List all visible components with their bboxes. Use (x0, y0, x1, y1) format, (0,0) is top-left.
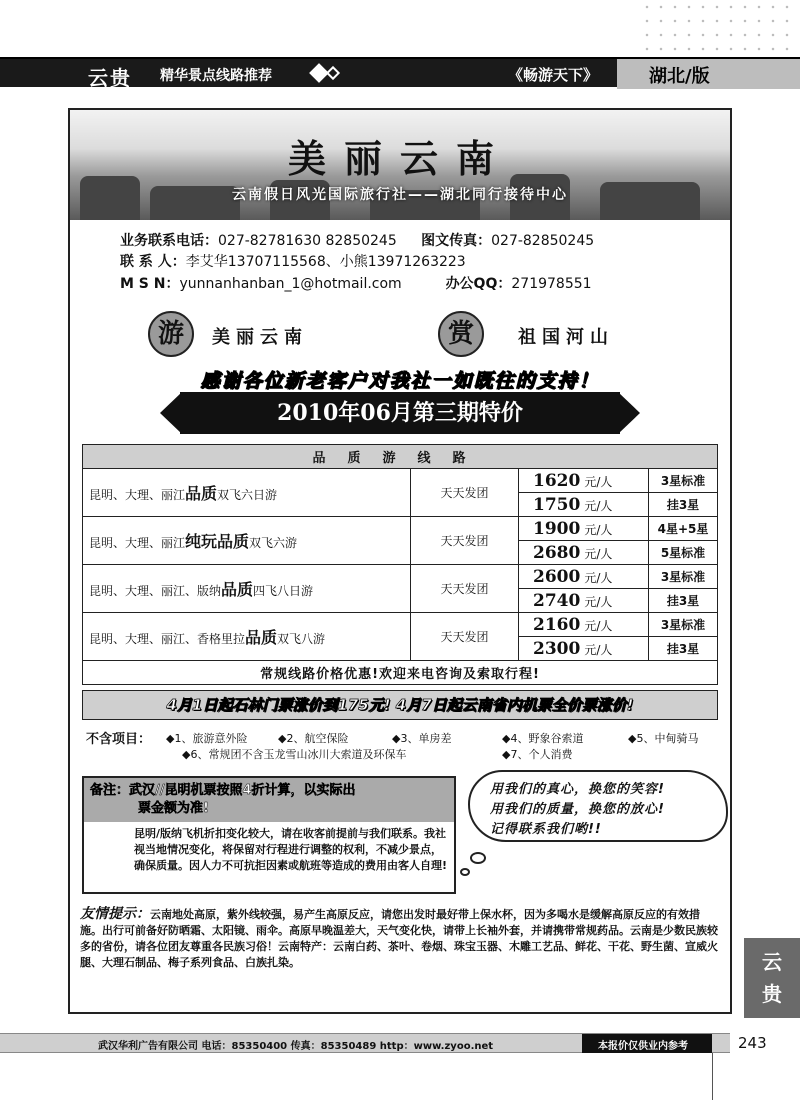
msn-label: M S N： (120, 276, 180, 292)
cloud-bubble (470, 852, 486, 864)
price-notice: 4月1日起石林门票涨价到175元! 4月7日起云南省内机票全价票涨价! (82, 690, 718, 720)
star-cell: 3星标准 (649, 469, 718, 493)
side-tab-char: 贵 (762, 982, 782, 1006)
remarks-header-line: 备注：武汉//昆明机票按照4折计算，以实际出 (90, 783, 356, 798)
departure-cell: 天天发团 (411, 469, 519, 517)
cloud-line: 用我们的真心，换您的笑容! (490, 782, 665, 797)
fax-value: 027-82850245 (491, 233, 595, 249)
route-text: 双飞六游 (249, 536, 298, 550)
friendly-tips (80, 906, 720, 971)
price-table (82, 444, 718, 685)
phone-label: 业务联系电话： (120, 233, 218, 249)
agency-subtitle: 云南假日风光国际旅行社——湖北同行接待中心 (232, 187, 568, 203)
contact-person (120, 251, 466, 271)
star-cell: 3星标准 (649, 613, 718, 637)
excluded-item: ◆2、航空保险 (278, 732, 349, 745)
person-label: 联 系 人： (120, 254, 186, 270)
route-text: 四飞八日游 (253, 584, 314, 598)
person-value: 李艾华13707115568、小熊13971263223 (185, 254, 466, 270)
price-cell (519, 541, 649, 565)
section-title: 精华景点线路推荐 (160, 68, 272, 84)
contact-msn (120, 273, 592, 293)
price-value: 2300 (533, 638, 581, 659)
remarks-box (82, 776, 456, 894)
departure-cell: 天天发团 (411, 613, 519, 661)
star-cell: 3星标准 (649, 565, 718, 589)
price-unit: 元/人 (584, 570, 613, 585)
remarks-header-line: 票金额为准! (138, 801, 209, 816)
price-cell (519, 493, 649, 517)
route-emphasis: 品质 (185, 484, 218, 503)
price-cell (519, 589, 649, 613)
star-cell: 挂3星 (649, 493, 718, 517)
departure-cell: 天天发团 (411, 517, 519, 565)
route-cell (83, 469, 411, 517)
price-cell (519, 637, 649, 661)
route-cell (83, 613, 411, 661)
side-tab (744, 938, 800, 1018)
divider (712, 1053, 713, 1100)
price-value: 2740 (533, 590, 581, 611)
cloud-line: 用我们的质量，换您的放心! (490, 802, 665, 817)
table-row (83, 469, 718, 493)
fax-label: 图文传真： (421, 233, 492, 249)
route-text: 昆明、大理、丽江、香格里拉 (89, 632, 246, 646)
top-banner (0, 57, 800, 90)
page-footer (0, 1033, 730, 1053)
excluded-item: ◆5、中甸骑马 (628, 732, 699, 745)
arrow-right-icon (618, 392, 640, 434)
arrow-left-icon (160, 392, 182, 434)
excluded-item: ◆3、单房差 (392, 732, 452, 745)
travel-badge-icon: 游 (148, 311, 194, 357)
tips-title: 友情提示： (80, 906, 150, 922)
issue-title: 2010年06月第三期特价 (180, 392, 620, 434)
route-text: 昆明、大理、丽江 (89, 488, 186, 502)
magazine-name: 《畅游天下》 (508, 66, 599, 84)
route-cell (83, 517, 411, 565)
footer-company: 武汉华利广告有限公司 电话：85350400 传真：85350489 http：www.zyoo.net (98, 1041, 494, 1052)
star-cell: 挂3星 (649, 637, 718, 661)
cloud-bubble (460, 868, 470, 876)
table-row (83, 517, 718, 541)
excluded-item: ◆7、个人消费 (502, 748, 573, 761)
side-tab-char: 云 (762, 950, 782, 974)
route-cell (83, 565, 411, 613)
route-text: 昆明、大理、丽江 (89, 536, 186, 550)
price-unit: 元/人 (584, 546, 613, 561)
route-emphasis: 品质 (245, 628, 278, 647)
star-cell: 5星标准 (649, 541, 718, 565)
decorative-dots (640, 0, 790, 56)
edition-label: 湖北/版 (617, 59, 800, 89)
slogan-text-1: 美丽云南 (212, 327, 308, 348)
excluded-label: 不含项目： (86, 732, 152, 747)
qq-value: 271978551 (511, 276, 592, 292)
excluded-item: ◆6、常规团不含玉龙雪山冰川大索道及环保车 (182, 748, 407, 761)
route-text: 双飞六日游 (217, 488, 278, 502)
price-value: 2600 (533, 566, 581, 587)
hero-banner (70, 110, 730, 220)
slogan-text-2: 祖国河山 (518, 327, 614, 348)
phone-value: 027-82781630 82850245 (218, 233, 397, 249)
table-row (83, 565, 718, 589)
price-value: 1750 (533, 494, 581, 515)
price-unit: 元/人 (584, 642, 613, 657)
contact-phone (120, 230, 594, 250)
excluded-item: ◆4、野象谷索道 (502, 732, 584, 745)
route-text: 昆明、大理、丽江、版纳 (89, 584, 222, 598)
route-emphasis: 纯玩品质 (185, 532, 250, 551)
table-header: 品质游线路 (83, 445, 718, 469)
qq-label: 办公QQ： (445, 276, 512, 292)
brand-logo: 云贵 (88, 66, 132, 90)
route-emphasis: 品质 (221, 580, 254, 599)
msn-value: yunnanhanban_1@hotmail.com (179, 276, 402, 292)
price-value: 2160 (533, 614, 581, 635)
diamond-outline-icon (326, 66, 340, 80)
departure-cell: 天天发团 (411, 565, 519, 613)
price-value: 2680 (533, 542, 581, 563)
price-cell (519, 517, 649, 541)
price-unit: 元/人 (584, 498, 613, 513)
price-cell (519, 613, 649, 637)
excluded-items (86, 728, 151, 747)
thanks-banner: 感谢各位新老客户对我社一如既往的支持！ (200, 370, 600, 392)
page-number: 243 (738, 1034, 767, 1052)
price-cell (519, 469, 649, 493)
remarks-body: 昆明/版纳飞机折扣变化较大，请在收客前提前与我们联系。我社视当地情况变化，将保留对行程进行调整的权利，不减少景点，确保质量。因人力不可抗拒因素或航班等造成的费用由客人自理! (134, 827, 448, 872)
price-value: 1900 (533, 518, 581, 539)
price-unit: 元/人 (584, 594, 613, 609)
price-unit: 元/人 (584, 522, 613, 537)
table-footer: 常规线路价格优惠!欢迎来电咨询及索取行程! (83, 661, 718, 685)
price-unit: 元/人 (584, 474, 613, 489)
star-cell: 挂3星 (649, 589, 718, 613)
star-cell: 4星+5星 (649, 517, 718, 541)
excluded-item: ◆1、旅游意外险 (166, 732, 248, 745)
cloud-line: 记得联系我们哟!! (490, 822, 602, 837)
route-text: 双飞八游 (277, 632, 326, 646)
speech-cloud (468, 770, 730, 846)
remarks-header (84, 778, 454, 822)
price-value: 1620 (533, 470, 581, 491)
page-title: 美丽云南 (287, 136, 512, 181)
price-cell (519, 565, 649, 589)
issue-banner (160, 392, 640, 434)
footer-reference: 本报价仅供业内参考 (582, 1034, 712, 1053)
tips-body: 云南地处高原，紫外线较强，易产生高原反应，请您出发时最好带上保水杯，因为多喝水是缓解高原反应的有效措施。出行可前备好防晒霜、太阳镜、雨伞。高原早晚温差大，天气变化快，请带上长袖外套，并请携带常规药品。云南是少数民族较多的省份，请各位团友尊重各民族习俗！云南特产：云南白药、茶叶、卷烟、珠宝玉器、木雕工艺品、鲜花、干花、野生菌、宣威火腿、大理石制品、梅子系列食品、白族扎染。 (80, 908, 718, 969)
price-unit: 元/人 (584, 618, 613, 633)
table-row (83, 613, 718, 637)
appreciate-badge-icon: 赏 (438, 311, 484, 357)
slogan-row (140, 311, 660, 355)
